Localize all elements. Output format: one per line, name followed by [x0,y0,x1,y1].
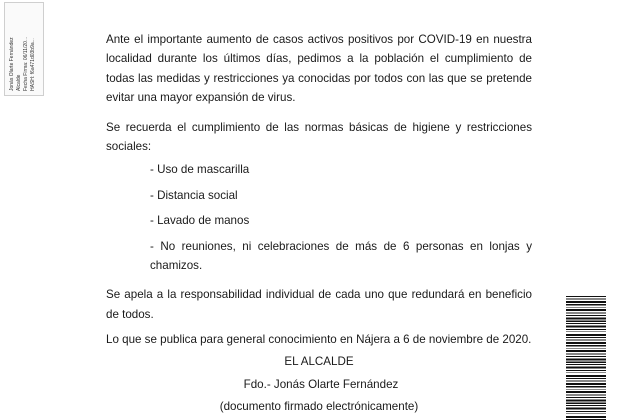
list-item-gatherings: - No reuniones, ni celebraciones de más de 6 personas en lonjas y chamizos. [150,239,532,273]
barcode [566,296,606,420]
paragraph-appeal: Se apela a la responsabilidad individual de cada uno que redundará en beneficio de todos. [106,288,532,321]
stamp-hash: HASH: f6a471d03b9a... [30,38,36,91]
paragraph-rules: Se recuerda el cumplimiento de las normas básicas de higiene y restricciones sociales: [106,120,532,154]
signer-role: EL ALCALDE [284,355,354,369]
list-item-handwashing: - Lavado de manos [150,214,250,228]
paragraph-intro: Ante el importante aumento de casos activos positivos por COVID-19 en nuestra localidad durante los últimos días, pedimos a la población el cumplimiento de todas las medidas y restricciones ya conocidas por todos con las que se pretende evitar una mayor expansión de virus. [106,33,532,105]
list-item-mask: - Uso de mascarilla [150,163,250,177]
stamp-signer: Jonás Olarte Fernández [9,37,15,91]
document-body [106,30,532,334]
electronic-signature-note: (documento firmado electrónicamente) [219,399,419,413]
closing-block [106,329,532,418]
list-item-distance: - Distancia social [150,188,238,202]
stamp-role: Alcalde [16,74,22,91]
signer-name: Fdo.- Jonás Olarte Fernández [243,377,399,391]
stamp-date: Fecha Firma: 06/11/20... [23,36,29,91]
signature-stamp [4,2,44,96]
publication-line: Lo que se publica para general conocimiento en Nájera a 6 de noviembre de 2020. [106,333,532,346]
